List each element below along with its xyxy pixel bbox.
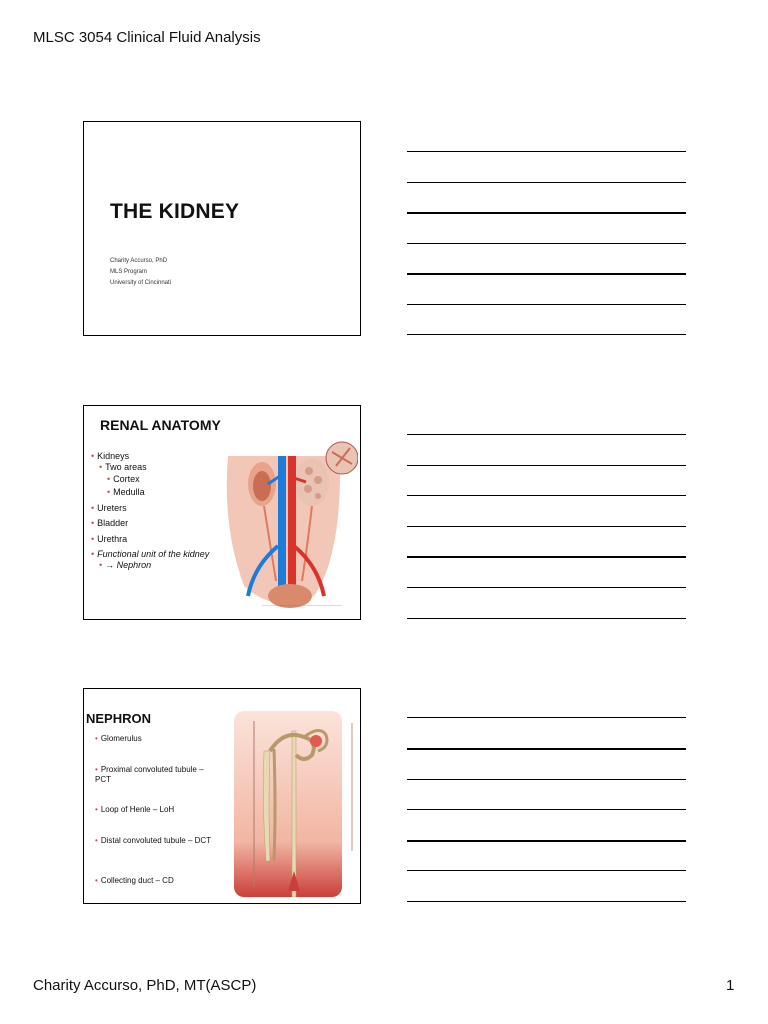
notes-line xyxy=(407,212,686,214)
notes-line xyxy=(407,870,686,871)
notes-line xyxy=(407,840,686,842)
notes-line xyxy=(407,465,686,466)
notes-line xyxy=(407,434,686,435)
bullet-item: • Ureters xyxy=(91,503,127,513)
notes-line xyxy=(407,809,686,810)
notes-line xyxy=(407,748,686,750)
bullet-item: • Medulla xyxy=(107,487,145,497)
bullet-item: • Kidneys xyxy=(91,451,130,461)
page-footer-author: Charity Accurso, PhD, MT(ASCP) xyxy=(33,977,257,994)
bullet-item: • Urethra xyxy=(91,534,128,544)
slide-renal-anatomy xyxy=(83,405,361,620)
notes-line xyxy=(407,618,686,619)
page-header: MLSC 3054 Clinical Fluid Analysis xyxy=(33,29,261,46)
page-number: 1 xyxy=(726,977,735,994)
notes-line xyxy=(407,304,686,305)
notes-line xyxy=(407,717,686,718)
program-name: MLS Program xyxy=(110,269,148,275)
notes-line xyxy=(407,587,686,588)
bullet-item: • Two areas xyxy=(99,462,147,472)
slide-nephron xyxy=(83,688,361,904)
slide-heading: RENAL ANATOMY xyxy=(100,417,221,433)
author-name: Charity Accurso, PhD xyxy=(110,258,168,264)
notes-line xyxy=(407,556,686,558)
urinary-system-illustration xyxy=(214,436,358,614)
notes-line xyxy=(407,151,686,152)
bullet-item: • Bladder xyxy=(91,518,129,528)
slide-title-heading: THE KIDNEY xyxy=(110,200,240,223)
notes-line xyxy=(407,273,686,275)
bullet-item: • Proximal convoluted tubule – PCT xyxy=(95,765,204,784)
bullet-item: • Cortex xyxy=(107,474,140,484)
figure-caption: ———————————————————— xyxy=(262,602,342,607)
notes-line xyxy=(407,901,686,902)
slide-title xyxy=(83,121,361,336)
bullet-item: • Glomerulus xyxy=(95,734,142,743)
notes-line xyxy=(407,526,686,527)
bullet-item: • Collecting duct – CD xyxy=(95,876,174,885)
bullet-item: • → Nephron xyxy=(99,560,152,570)
notes-line xyxy=(407,779,686,780)
notes-line xyxy=(407,334,686,335)
slide-heading: NEPHRON xyxy=(86,711,152,726)
nephron-illustration xyxy=(234,711,358,897)
notes-line xyxy=(407,243,686,244)
bullet-item: • Loop of Henle – LoH xyxy=(95,805,175,814)
bullet-item: • Functional unit of the kidney xyxy=(91,549,210,559)
university-name: University of Cincinnati xyxy=(110,280,172,286)
notes-line xyxy=(407,495,686,496)
notes-line xyxy=(407,182,686,183)
bullet-item: • Distal convoluted tubule – DCT xyxy=(95,836,212,845)
